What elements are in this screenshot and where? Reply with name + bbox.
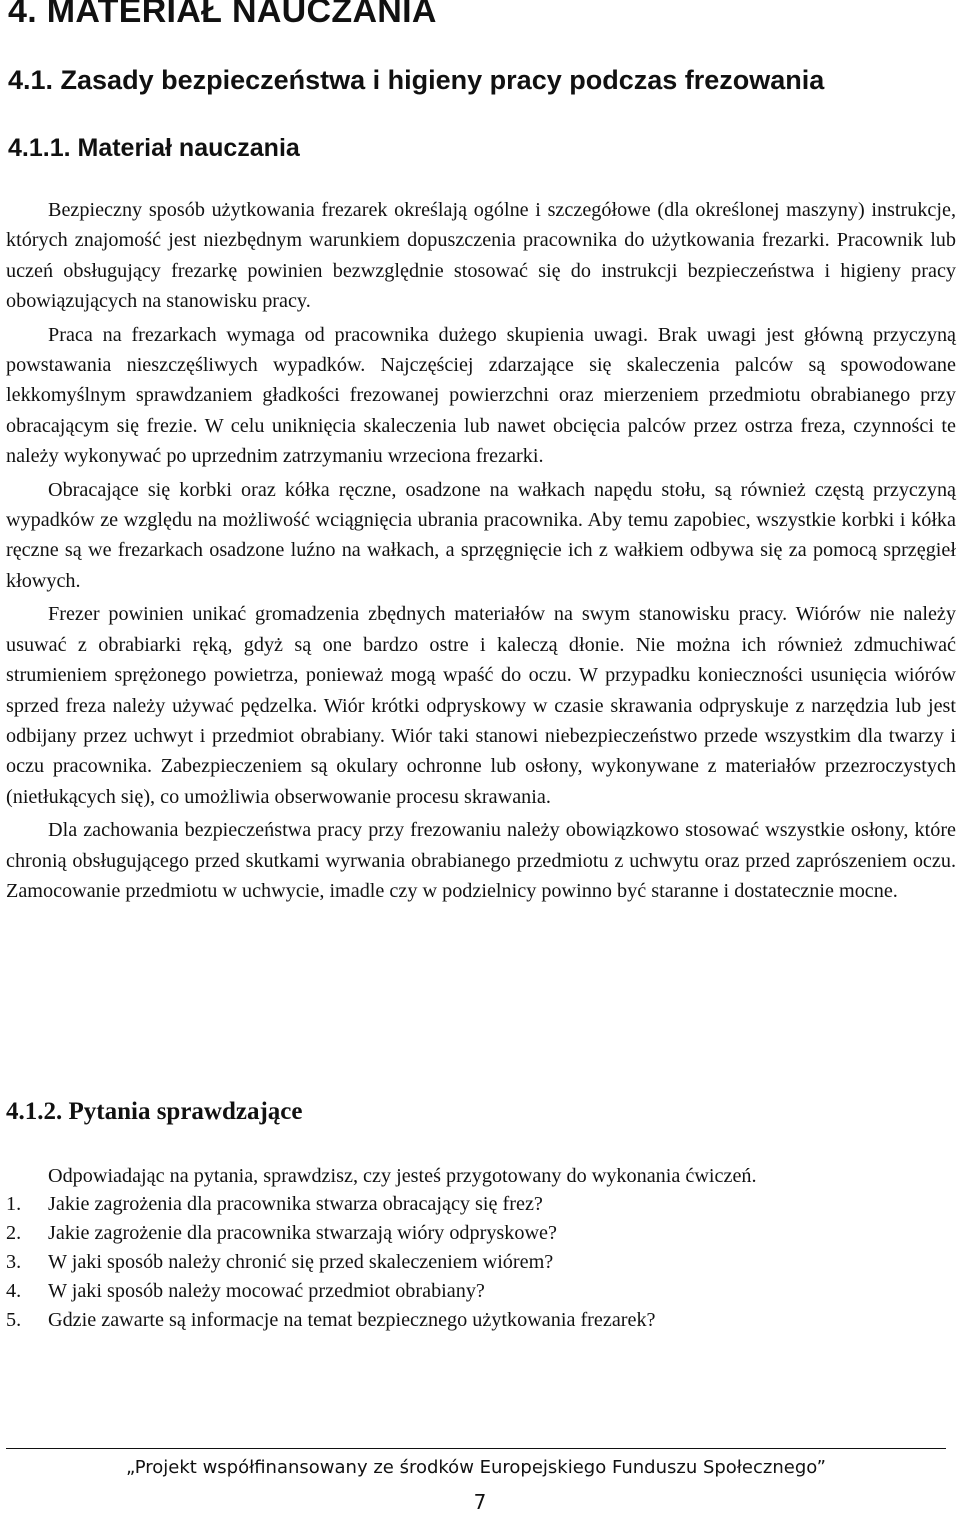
question-text: Jakie zagrożenia dla pracownika stwarza obracający się frez? <box>48 1193 543 1215</box>
chapter-title: 4. MATERIAŁ NAUCZANIA <box>8 0 437 30</box>
question-item <box>6 1248 656 1277</box>
question-number: 4. <box>6 1280 22 1302</box>
paragraph: Frezer powinien unikać gromadzenia zbędnych materiałów na swym stanowisku pracy. Wiórów nie należy usuwać z obrabiarki ręką, gdyż są one bardzo ostre i kaleczą dłonie. Nie można ich również zdmuchiwać strumieniem sprężonego powietrza, ponieważ mogą wpaść do oczu. W przypadku konieczności usunięcia wiórów sprzed freza należy używać pędzelka. Wiór krótki odpryskowy w czasie skrawania odpryskuje z narzędzia lub jest odbijany przez uchwyt i przedmiot obrabiany. Wiór taki stanowi niebezpieczeństwo przede wszystkim dla twarzy i oczu pracownika. Zabezpieczeniem są okulary ochronne lub osłony, wykonywane z materiałów przezroczystych (nietłukących się), co umożliwia obserwowanie procesu skrawania. <box>6 603 956 808</box>
question-item <box>6 1190 656 1219</box>
question-item <box>6 1219 656 1248</box>
question-text: W jaki sposób należy chronić się przed skaleczeniem wiórem? <box>48 1251 554 1273</box>
questions-heading: 4.1.2. Pytania sprawdzające <box>6 1098 303 1125</box>
questions-intro: Odpowiadając na pytania, sprawdzisz, czy jesteś przygotowany do wykonania ćwiczeń. <box>48 1165 757 1187</box>
question-text: Jakie zagrożenie dla pracownika stwarzają wióry odpryskowe? <box>48 1222 557 1244</box>
question-item <box>6 1277 656 1306</box>
subsection-title: 4.1.1. Materiał nauczania <box>8 134 300 162</box>
paragraph: Bezpieczny sposób użytkowania frezarek określają ogólne i szczegółowe (dla określonej maszyny) instrukcje, których znajomość jest niezbędnym warunkiem dopuszczenia pracownika do użytkowania frezarki. Pracownik lub uczeń obsługujący frezarkę powinien bezwzględnie stosować się do instrukcji bezpieczeństwa i higieny pracy obowiązujących na stanowisku pracy. <box>6 199 956 313</box>
question-number: 1. <box>6 1193 22 1215</box>
body-text <box>6 195 956 909</box>
question-text: Gdzie zawarte są informacje na temat bezpiecznego użytkowania frezarek? <box>48 1309 656 1331</box>
page-number: 7 <box>473 1490 487 1514</box>
footer-divider <box>6 1448 946 1449</box>
section-title: 4.1. Zasady bezpieczeństwa i higieny pracy podczas frezowania <box>8 65 825 95</box>
question-text: W jaki sposób należy mocować przedmiot obrabiany? <box>48 1280 485 1302</box>
questions-list <box>6 1190 656 1335</box>
paragraph: Praca na frezarkach wymaga od pracownika dużego skupienia uwagi. Brak uwagi jest główną przyczyną powstawania nieszczęśliwych wypadków. Najczęściej zdarzające się skaleczenia palców są spowodowane lekkomyślnym sprawdzaniem gładkości frezowanej powierzchni oraz mierzeniem przedmiotu obrabianego przy obracającym się frezie. W celu uniknięcia skaleczenia lub nawet obcięcia palców przez ostrza freza, czynności te należy wykonywać po uprzednim zatrzymaniu wrzeciona frezarki. <box>6 323 956 468</box>
question-item <box>6 1306 656 1335</box>
paragraph: Dla zachowania bezpieczeństwa pracy przy frezowaniu należy obowiązkowo stosować wszystkie osłony, które chronią obsługującego przed skutkami wyrwania obrabianego przedmiotu z uchwytu oraz przed zaprószeniem oczu. Zamocowanie przedmiotu w uchwycie, imadle czy w podzielnicy powinno być staranne i dostatecznie mocne. <box>6 819 956 902</box>
question-number: 2. <box>6 1222 22 1244</box>
footer-text: „Projekt współfinansowany ze środków Europejskiego Funduszu Społecznego” <box>126 1457 826 1478</box>
paragraph: Obracające się korbki oraz kółka ręczne, osadzone na wałkach napędu stołu, są również częstą przyczyną wypadków ze względu na możliwość wciągnięcia ubrania pracownika. Aby temu zapobiec, wszystkie korbki i kółka ręczne są we frezarkach osadzone luźno na wałkach, a sprzęgnięcie ich z wałkiem odbywa się za pomocą sprzęgieł kłowych. <box>6 478 956 592</box>
question-number: 3. <box>6 1251 22 1273</box>
question-number: 5. <box>6 1309 22 1331</box>
